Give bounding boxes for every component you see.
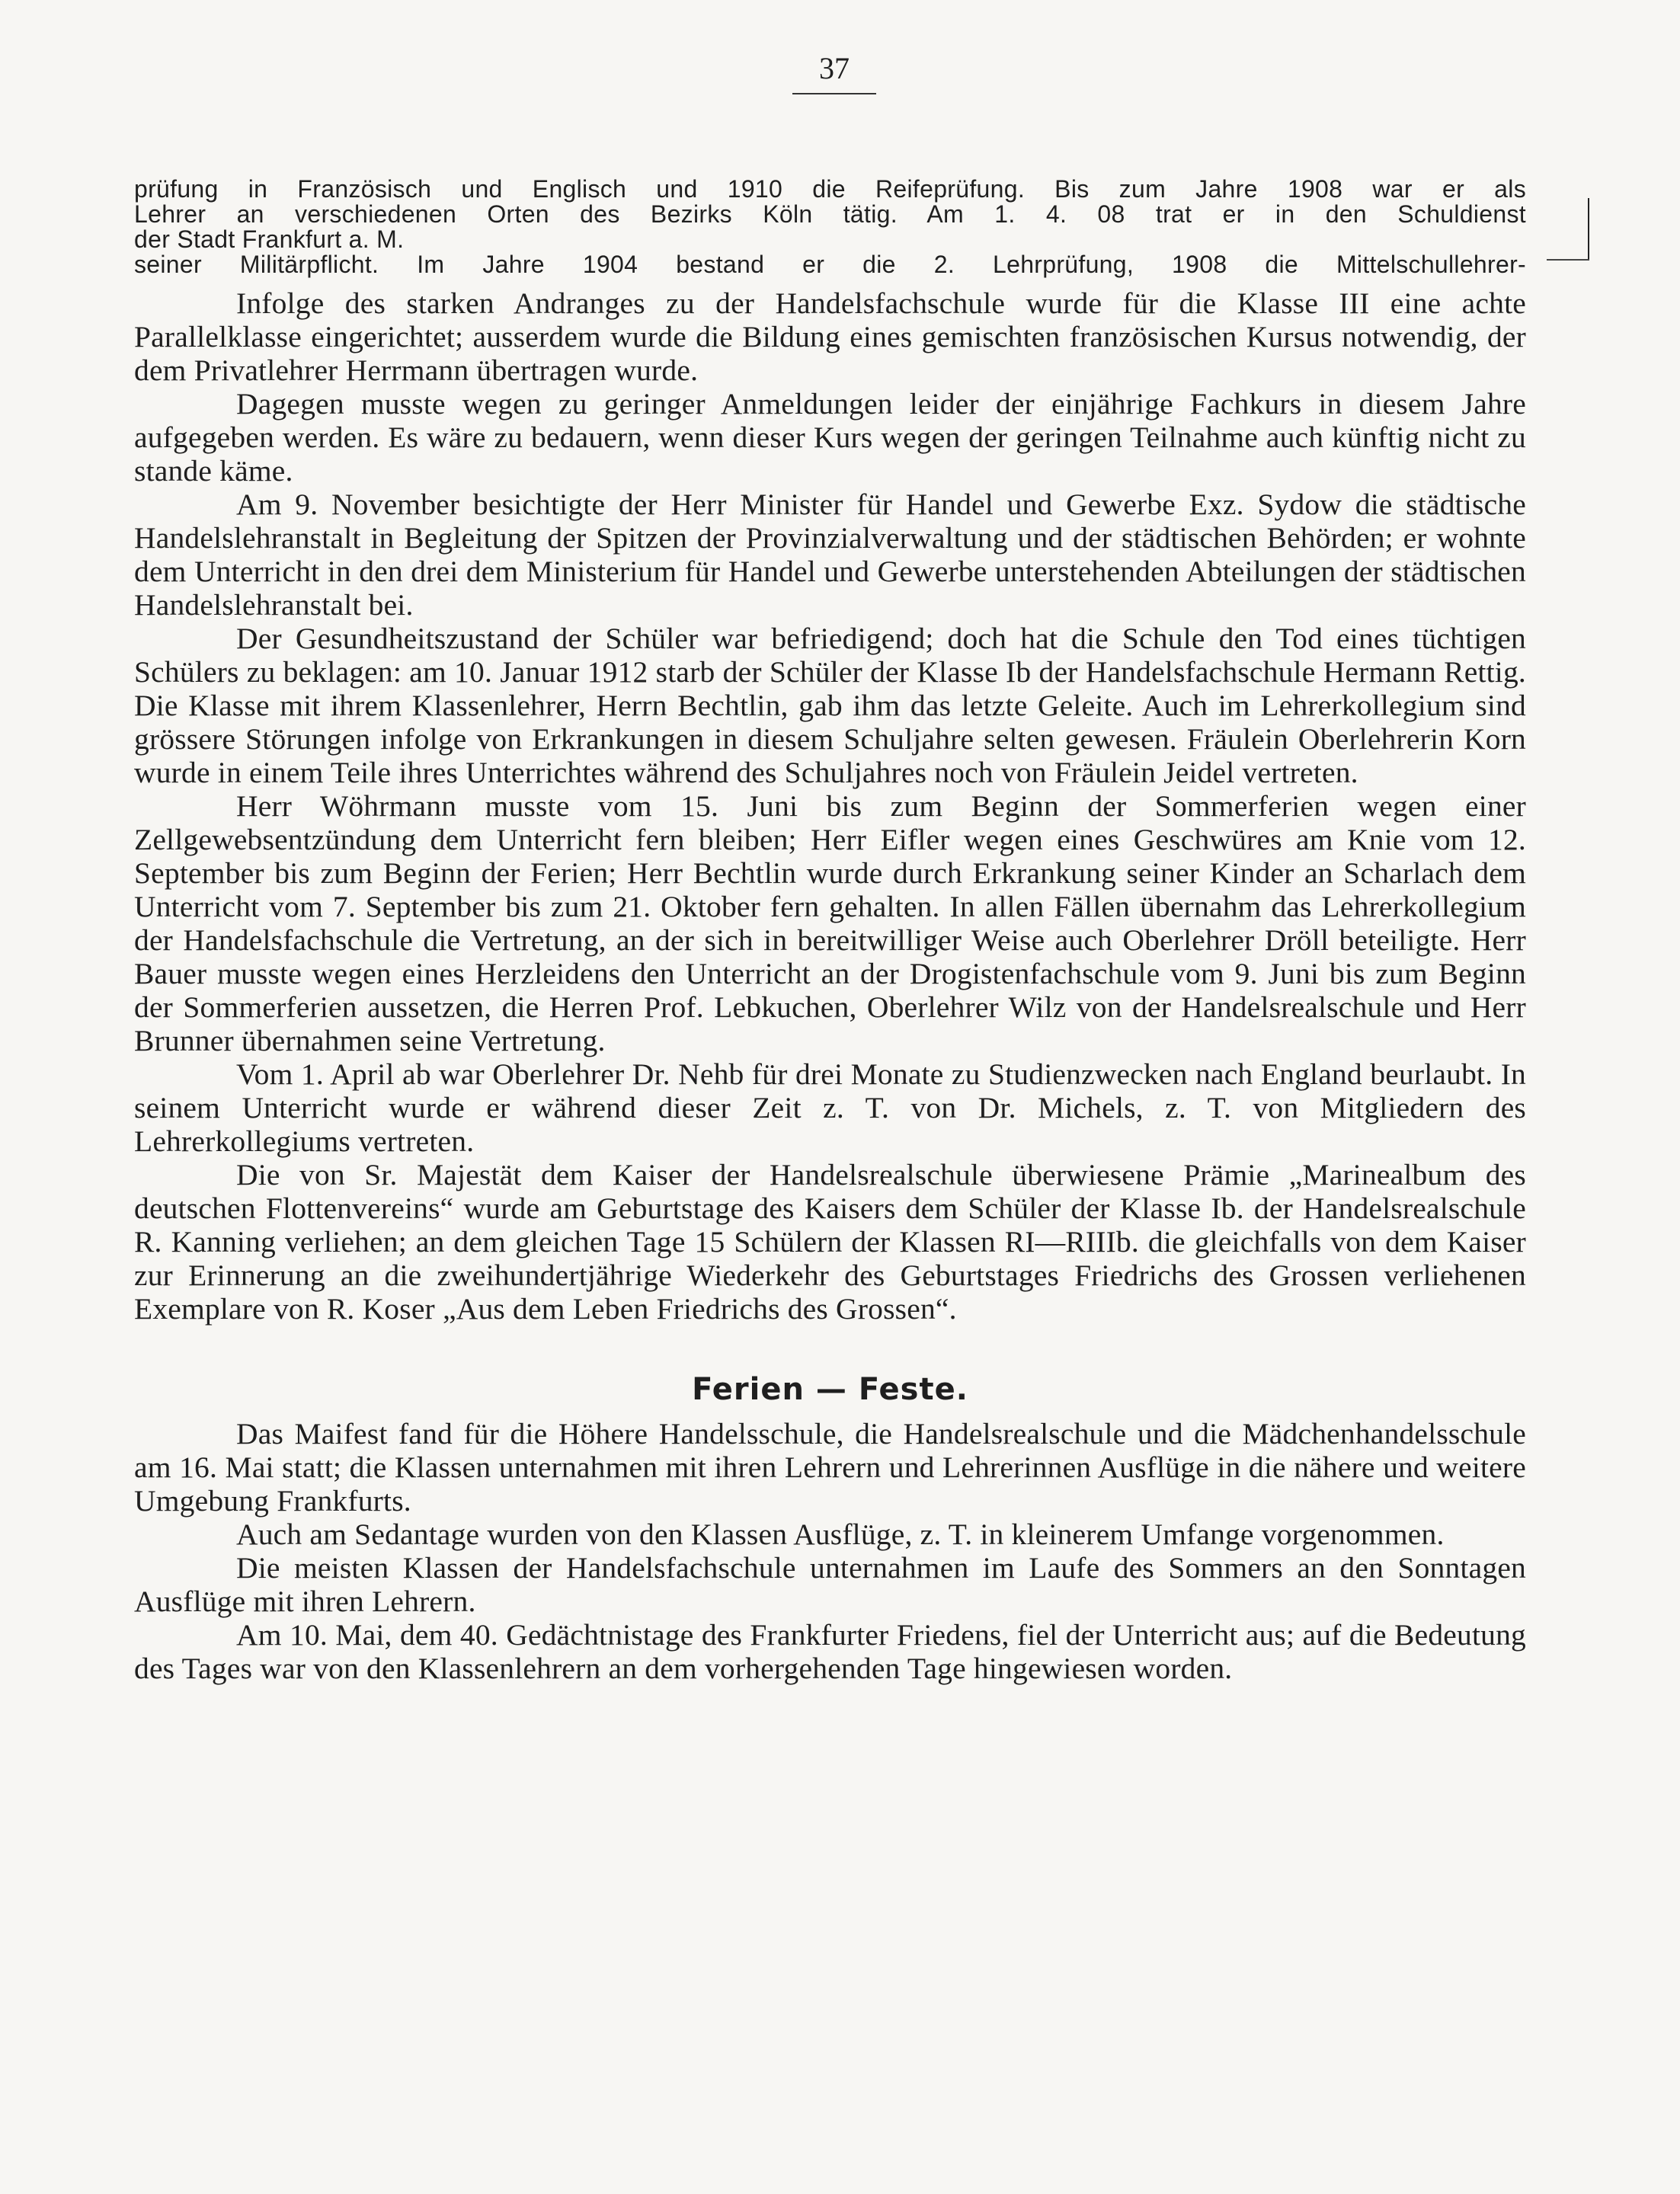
footnote-line: prüfung in Französisch und Englisch und 1910 die Reifeprüfung. Bis zum Jahre 1908 war er als [134, 175, 1526, 203]
margin-bracket-mark [1588, 198, 1589, 259]
paragraph: Vom 1. April ab war Oberlehrer Dr. Nehb für drei Monate zu Studienzwecken nach England beurlaubt. In seinem Unterricht wurde er während dieser Zeit z. T. von Dr. Michels, z. T. von Mitgliedern des Lehrerkollegiums vertreten. [134, 1057, 1526, 1158]
section-body [134, 286, 1526, 1326]
paragraph: Am 9. November besichtigte der Herr Minister für Handel und Gewerbe Exz. Sydow die städtische Handelslehranstalt in Begleitung der Spitzen der Provinzialverwaltung und der städtischen Behörden; er wohnte dem Unterricht in den drei dem Ministerium für Handel und Gewerbe unterstehenden Abteilungen der städtischen Handelslehranstalt bei. [134, 488, 1526, 622]
paragraph: Das Maifest fand für die Höhere Handelsschule, die Handelsrealschule und die Mädchenhandelsschule am 16. Mai statt; die Klassen unternahmen mit ihren Lehrern und Lehrerinnen Ausflüge in die nähere und weitere Umgebung Frankfurts. [134, 1417, 1526, 1518]
paragraph: Auch am Sedantage wurden von den Klassen Ausflüge, z. T. in kleinerem Umfange vorgenommen. [236, 1518, 1445, 1551]
paragraph: Herr Wöhrmann musste vom 15. Juni bis zum Beginn der Sommerferien wegen einer Zellgewebsentzündung dem Unterricht fern bleiben; Herr Eifler wegen eines Geschwüres am Knie vom 12. September bis zum Beginn der Ferien; Herr Bechtlin wurde durch Erkrankung seiner Kinder an Scharlach dem Unterricht vom 7. September bis zum 21. Oktober fern gehalten. In allen Fällen übernahm das Lehrerkollegium der Handelsfachschule die Vertretung, an der sich in bereitwilliger Weise auch Oberlehrer Dröll beteiligte. Herr Bauer musste wegen eines Herzleidens den Unterricht an der Drogistenfachschule vom 9. Juni bis zum Beginn der Sommerferien aussetzen, die Herren Prof. Lebkuchen, Oberlehrer Wilz von der Handelsrealschule und Herr Brunner übernahmen seine Vertretung. [134, 789, 1526, 1057]
paragraph: Der Gesundheitszustand der Schüler war befriedigend; doch hat die Schule den Tod eines tüchtigen Schülers zu beklagen: am 10. Januar 1912 starb der Schüler der Klasse Ib der Handelsfachschule Hermann Rettig. Die Klasse mit ihrem Klassenlehrer, Herrn Bechtlin, gab ihm das letzte Geleite. Auch im Lehrerkollegium sind grössere Störungen infolge von Erkrankungen in diesem Schuljahre selten gewesen. Fräulein Oberlehrerin Korn wurde in einem Teile ihres Unterrichtes während des Schuljahres noch von Fräulein Jeidel vertreten. [134, 622, 1526, 789]
page-number: 37 [792, 53, 876, 94]
footnote-line: Lehrer an verschiedenen Orten des Bezirks Köln tätig. Am 1. 4. 08 trat er in den Schuldienst [134, 200, 1526, 228]
section-heading: Ferien — Feste. [692, 1372, 968, 1407]
paragraph: Die meisten Klassen der Handelsfachschule unternahmen im Laufe des Sommers an den Sonntagen Ausflüge mit ihren Lehrern. [134, 1551, 1526, 1618]
footnote-line: der Stadt Frankfurt a. M. [134, 225, 405, 253]
paragraph: Dagegen musste wegen zu geringer Anmeldungen leider der einjährige Fachkurs in diesem Jahre aufgegeben werden. Es wäre zu bedauern, wenn dieser Kurs wegen der geringen Teilnahme auch künftig nicht zu stande käme. [134, 387, 1526, 488]
section-ferien-feste [134, 1417, 1526, 1685]
footnote-line: seiner Militärpflicht. Im Jahre 1904 bestand er die 2. Lehrprüfung, 1908 die Mittelschullehrer- [134, 251, 1526, 278]
footnote-block [134, 177, 1526, 277]
page-content [134, 177, 1526, 1685]
paragraph: Infolge des starken Andranges zu der Handelsfachschule wurde für die Klasse III eine achte Parallelklasse eingerichtet; ausserdem wurde die Bildung eines gemischten französischen Kursus notwendig, der dem Privatlehrer Herrmann übertragen wurde. [134, 286, 1526, 387]
margin-bracket-tick [1547, 259, 1589, 261]
paragraph: Die von Sr. Majestät dem Kaiser der Handelsrealschule überwiesene Prämie „Marinealbum des deutschen Flottenvereins“ wurde am Geburtstage des Kaisers dem Schüler der Klasse Ib. der Handelsrealschule R. Kanning verliehen; an dem gleichen Tage 15 Schülern der Klassen RI—RIIIb. die gleichfalls von dem Kaiser zur Erinnerung an die zweihundertjährige Wiederkehr des Geburtstages Friedrichs des Grossen verliehenen Exemplare von R. Koser „Aus dem Leben Friedrichs des Grossen“. [134, 1158, 1526, 1326]
paragraph: Am 10. Mai, dem 40. Gedächtnistage des Frankfurter Friedens, fiel der Unterricht aus; auf die Bedeutung des Tages war von den Klassenlehrern an dem vorhergehenden Tage hingewiesen worden. [134, 1618, 1526, 1685]
